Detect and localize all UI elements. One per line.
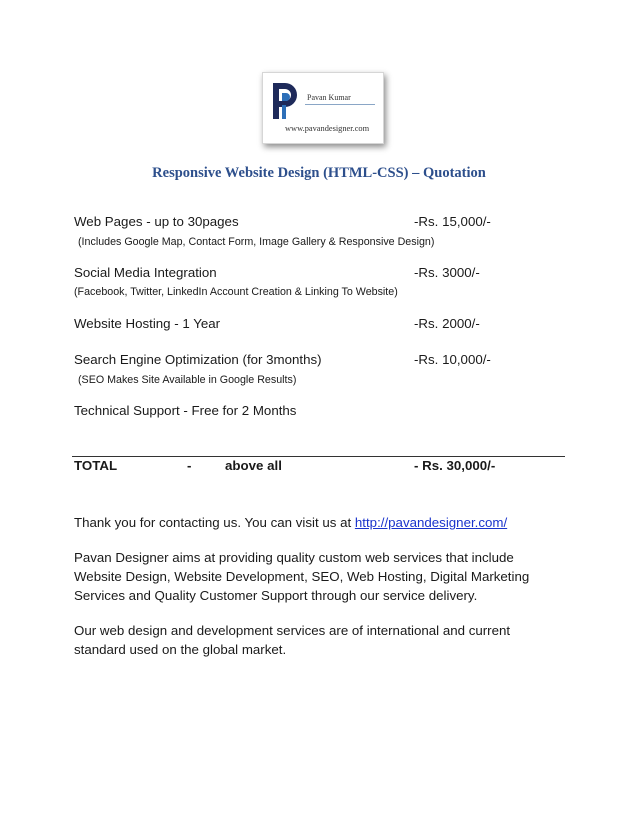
pd-logo-icon (271, 81, 301, 121)
item-label-web-pages: Web Pages - up to 30pages (74, 214, 239, 229)
total-above-all: above all (225, 458, 282, 473)
logo-name: Pavan Kumar (307, 93, 351, 102)
item-note-web-pages: (Includes Google Map, Contact Form, Image Gallery & Responsive Design) (78, 236, 435, 248)
contact-text: Thank you for contacting us. You can visit us at (74, 515, 355, 530)
item-label-hosting: Website Hosting - 1 Year (74, 316, 221, 331)
item-note-seo: (SEO Makes Site Available in Google Results) (78, 374, 297, 386)
item-label-seo: Search Engine Optimization (for 3months) (74, 352, 322, 367)
item-price-web-pages: -Rs. 15,000/- (414, 214, 491, 229)
contact-line (74, 513, 544, 532)
quotation-title: Responsive Website Design (HTML-CSS) – Quotation (152, 165, 486, 181)
item-price-seo: -Rs. 10,000/- (414, 352, 491, 367)
total-dash: - (187, 458, 192, 473)
logo-divider (305, 104, 375, 105)
logo-url: www.pavandesigner.com (285, 124, 370, 133)
item-label-social-media: Social Media Integration (74, 265, 217, 280)
item-price-hosting: -Rs. 2000/- (414, 316, 480, 331)
services-paragraph: Our web design and development services are of international and current standard used on the global market. (74, 623, 511, 657)
item-label-support: Technical Support - Free for 2 Months (74, 403, 297, 418)
total-price: - Rs. 30,000/- (414, 458, 496, 473)
total-label: TOTAL (74, 458, 118, 473)
about-paragraph: Pavan Designer aims at providing quality custom web services that include Website Design, Website Development, SEO, Web Hosting, Digital Marketing Services and Quality Customer Support through our service delivery. (74, 550, 530, 603)
company-logo (262, 72, 384, 144)
total-divider (72, 456, 565, 457)
item-price-social-media: -Rs. 3000/- (414, 265, 480, 280)
website-link[interactable]: http://pavandesigner.com/ (354, 515, 508, 530)
item-note-social-media: (Facebook, Twitter, LinkedIn Account Creation & Linking To Website) (74, 286, 398, 298)
